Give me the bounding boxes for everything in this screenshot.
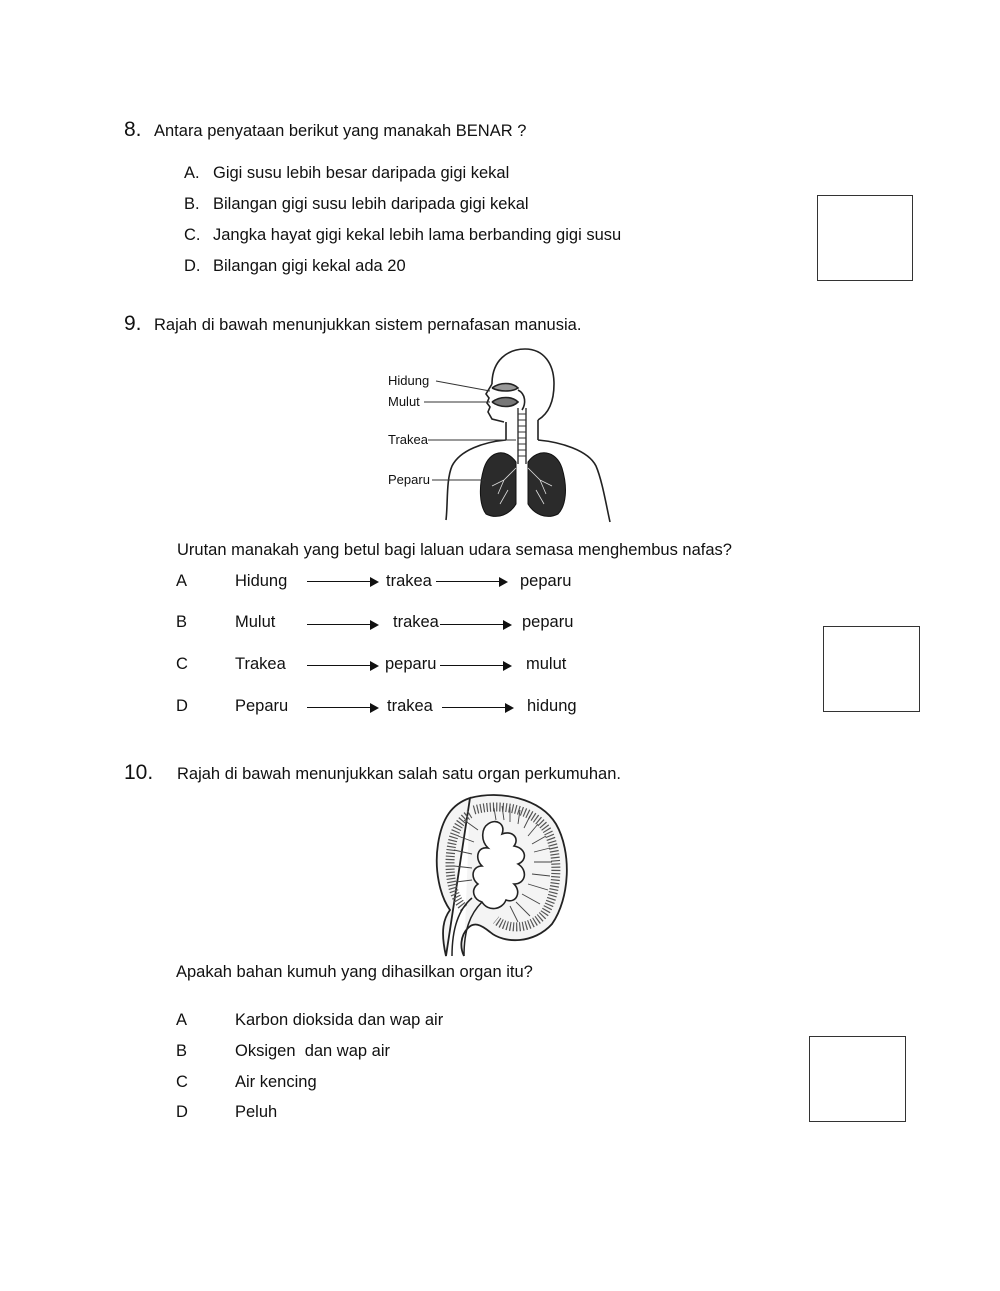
option-first: Peparu <box>235 697 289 715</box>
diagram-label-trakea: Trakea <box>388 432 428 447</box>
question-8-text: Antara penyataan berikut yang manakah BENAR ? <box>154 122 527 140</box>
option-text: Karbon dioksida dan wap air <box>235 1011 444 1029</box>
option-third: peparu <box>522 613 574 631</box>
diagram-label-hidung: Hidung <box>388 373 430 388</box>
option-third: hidung <box>527 697 577 715</box>
arrow-icon <box>440 620 512 630</box>
question-10-sub-question: Apakah bahan kumuh yang dihasilkan organ itu? <box>176 963 533 981</box>
question-9-answer-box[interactable] <box>823 626 920 712</box>
option-letter: B <box>176 1042 188 1060</box>
option-first: Mulut <box>235 613 276 631</box>
option-third: peparu <box>520 572 572 590</box>
question-9-number: 9. <box>124 312 142 335</box>
diagram-label-peparu: Peparu <box>388 472 430 487</box>
option-second: trakea <box>386 572 432 590</box>
option-letter: D <box>176 1103 188 1121</box>
option-letter: C. <box>184 226 201 244</box>
option-text: Gigi susu lebih besar daripada gigi kekal <box>213 164 510 182</box>
option-text: Air kencing <box>235 1073 317 1091</box>
option-second: trakea <box>387 697 433 715</box>
option-letter: B <box>176 613 188 631</box>
question-9-sub-question: Urutan manakah yang betul bagi laluan udara semasa menghembus nafas? <box>177 541 732 559</box>
kidney-diagram <box>430 790 575 958</box>
arrow-icon <box>440 661 512 671</box>
arrow-icon <box>307 577 379 587</box>
question-8-answer-box[interactable] <box>817 195 913 281</box>
option-text: Peluh <box>235 1103 278 1121</box>
option-letter: A. <box>184 164 200 182</box>
question-8-number: 8. <box>124 118 142 141</box>
option-text: Jangka hayat gigi kekal lebih lama berbanding gigi susu <box>213 226 622 244</box>
option-letter: C <box>176 655 188 673</box>
question-9-text: Rajah di bawah menunjukkan sistem pernafasan manusia. <box>154 316 582 334</box>
option-letter: B. <box>184 195 200 213</box>
arrow-icon <box>442 703 514 713</box>
arrow-icon <box>307 620 379 630</box>
option-text: Oksigen dan wap air <box>235 1042 391 1060</box>
option-text: Bilangan gigi susu lebih daripada gigi kekal <box>213 195 529 213</box>
arrow-icon <box>307 703 379 713</box>
option-letter: C <box>176 1073 188 1091</box>
option-second: trakea <box>393 613 439 631</box>
question-10-text: Rajah di bawah menunjukkan salah satu organ perkumuhan. <box>177 765 621 783</box>
diagram-label-mulut: Mulut <box>388 394 420 409</box>
option-letter: D <box>176 697 188 715</box>
question-10-number: 10. <box>124 761 154 784</box>
option-second: peparu <box>385 655 437 673</box>
option-letter: D. <box>184 257 201 275</box>
option-first: Hidung <box>235 572 288 590</box>
respiratory-system-diagram <box>380 344 620 526</box>
option-first: Trakea <box>235 655 286 673</box>
question-10-answer-box[interactable] <box>809 1036 906 1122</box>
arrow-icon <box>436 577 508 587</box>
option-letter: A <box>176 572 188 590</box>
option-text: Bilangan gigi kekal ada 20 <box>213 257 406 275</box>
option-letter: A <box>176 1011 188 1029</box>
option-third: mulut <box>526 655 567 673</box>
arrow-icon <box>307 661 379 671</box>
